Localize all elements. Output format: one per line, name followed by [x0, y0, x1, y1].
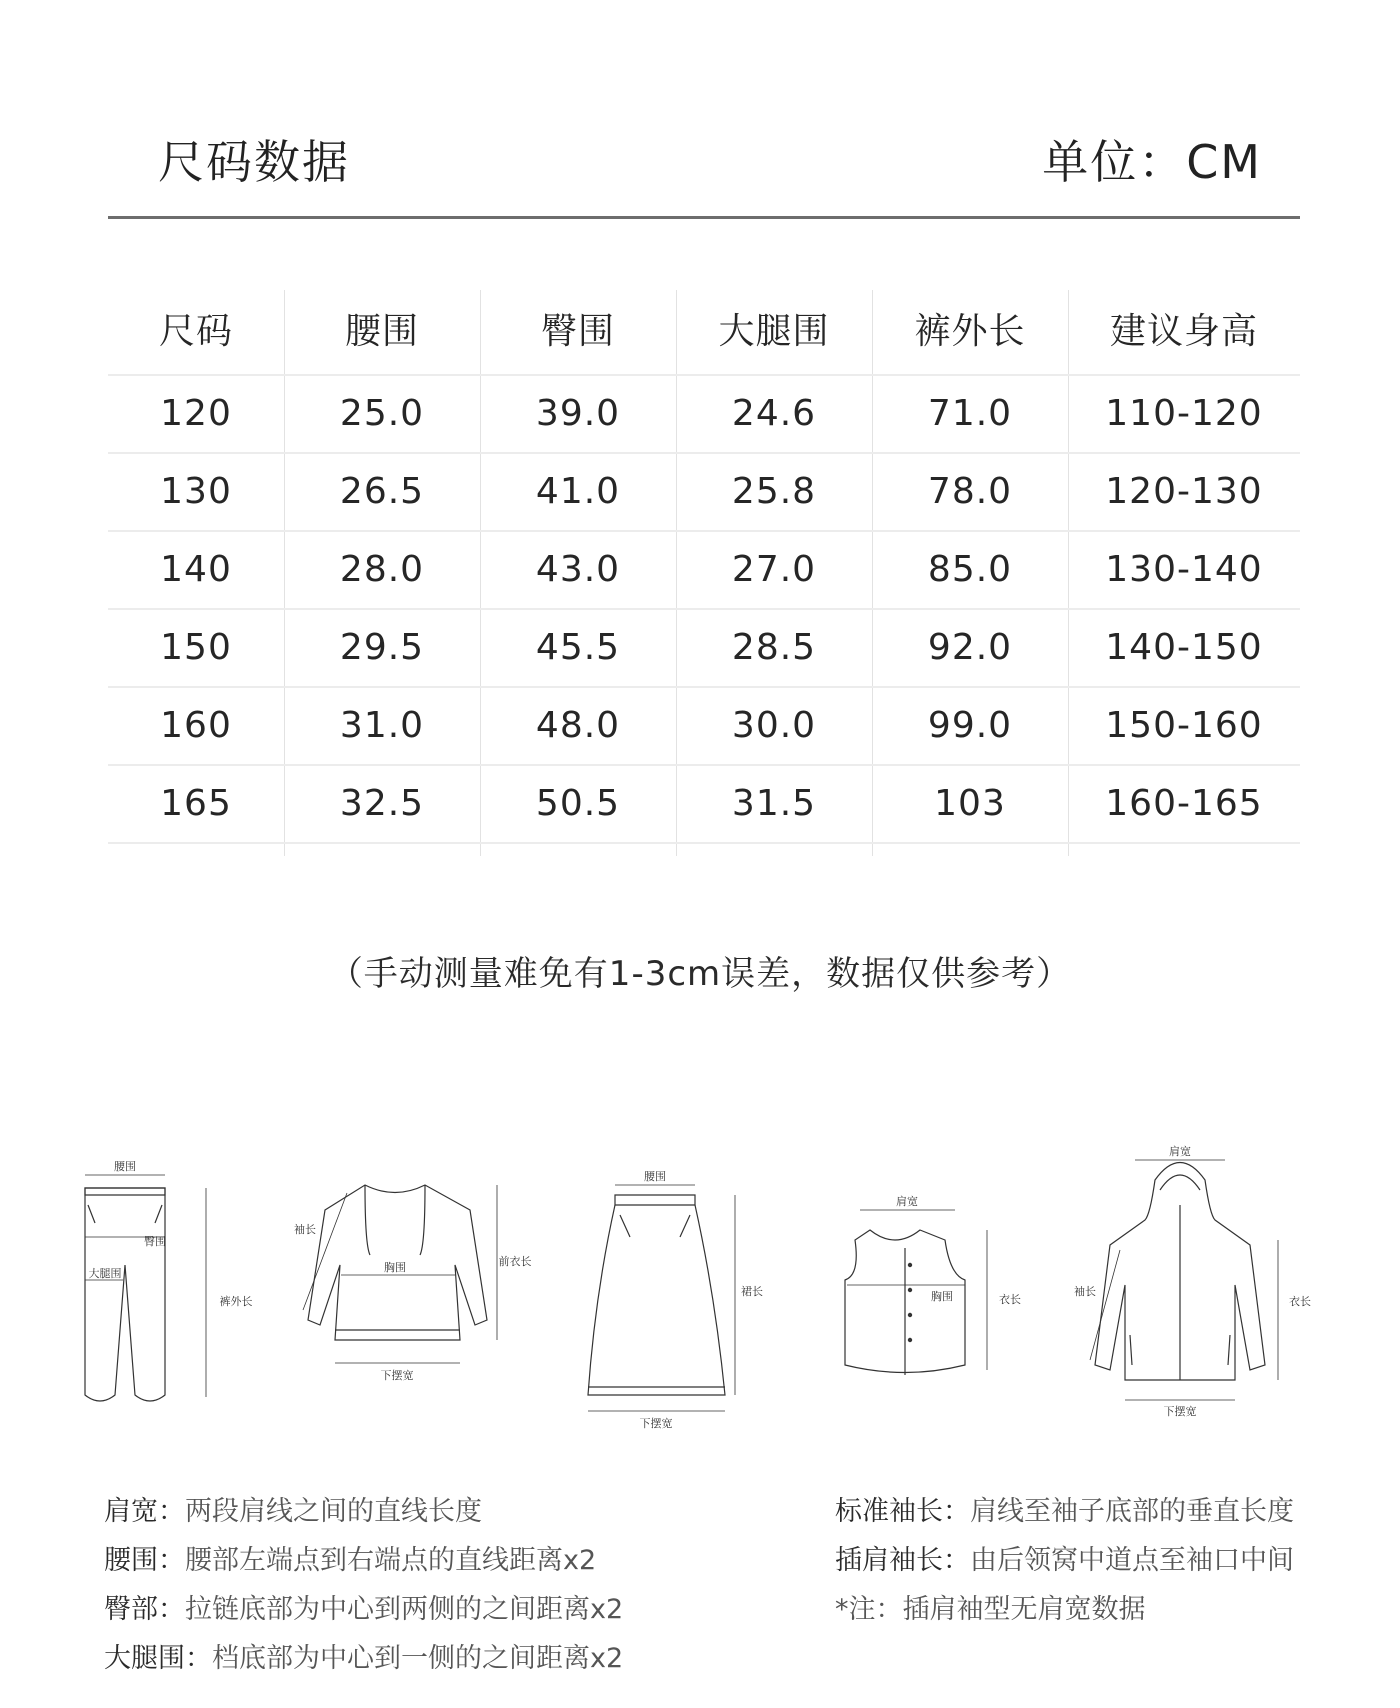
- legend-text: *注：插肩袖型无肩宽数据: [835, 1594, 1146, 1625]
- table-cell-size: 160: [160, 705, 232, 746]
- table-cell-outseam: 71.0: [927, 393, 1013, 434]
- table-cell-hip: 50.5: [535, 783, 621, 824]
- legend-item: [835, 1585, 1294, 1634]
- legend-text: 两段肩线之间的直线长度: [185, 1496, 482, 1527]
- label-outseam: 裤外长: [219, 1295, 253, 1308]
- label-length: 衣长: [1289, 1295, 1311, 1308]
- table-cell-waist: 28.0: [339, 549, 425, 590]
- column-header-waist: 腰围: [344, 311, 419, 352]
- table-cell-outseam: 85.0: [927, 549, 1013, 590]
- sweatshirt-diagram: [275, 1165, 532, 1415]
- row-divider: [108, 842, 1300, 844]
- skirt-diagram: [560, 1145, 763, 1435]
- table-cell-thigh: 31.5: [731, 783, 817, 824]
- table-cell-outseam: 99.0: [927, 705, 1013, 746]
- table-cell-thigh: 25.8: [731, 471, 817, 512]
- label-thigh: 大腿围: [88, 1267, 122, 1280]
- table-cell-thigh: 30.0: [731, 705, 817, 746]
- table-cell-size: 130: [160, 471, 232, 512]
- label-waist: 腰围: [114, 1160, 136, 1173]
- table-cell-waist: 26.5: [339, 471, 425, 512]
- table-cell-height: 150-160: [1105, 705, 1263, 746]
- table-cell-outseam: 103: [934, 783, 1006, 824]
- legend-text: 由后领窝中道点至袖口中间: [970, 1545, 1294, 1576]
- vest-diagram: [815, 1165, 1045, 1415]
- table-cell-waist: 29.5: [339, 627, 425, 668]
- garment-diagrams: [70, 1125, 1320, 1430]
- label-sleeve: 袖长: [294, 1223, 316, 1236]
- legend-right: [835, 1487, 1294, 1634]
- table-cell-waist: 31.0: [339, 705, 425, 746]
- label-hip: 臀围: [144, 1235, 166, 1248]
- table-cell-hip: 45.5: [535, 627, 621, 668]
- legend-text: 档底部为中心到一侧的之间距离x2: [212, 1643, 624, 1674]
- table-cell-thigh: 28.5: [731, 627, 817, 668]
- column-header-hip: 臀围: [540, 311, 615, 352]
- legend-item: [835, 1536, 1294, 1585]
- jacket-diagram: [1060, 1135, 1310, 1435]
- column-header-outseam: 裤外长: [914, 311, 1026, 352]
- legend-key: 插肩袖长：: [835, 1545, 970, 1576]
- legend-item: [104, 1536, 623, 1585]
- label-chest: 胸围: [384, 1261, 406, 1274]
- table-cell-size: 140: [160, 549, 232, 590]
- table-cell-hip: 39.0: [535, 393, 621, 434]
- label-hem: 下摆宽: [380, 1369, 414, 1382]
- legend-text: 拉链底部为中心到两侧的之间距离x2: [185, 1594, 624, 1625]
- label-shoulder: 肩宽: [896, 1195, 918, 1208]
- measurement-note: （手动测量难免有1-3cm误差，数据仅供参考）: [328, 954, 1072, 994]
- table-cell-size: 165: [160, 783, 232, 824]
- page-title: 尺码数据: [158, 135, 350, 189]
- legend-left: [104, 1487, 623, 1683]
- label-front-length: 前衣长: [498, 1255, 532, 1268]
- header-divider: [108, 216, 1300, 219]
- table-cell-outseam: 92.0: [927, 627, 1013, 668]
- table-cell-size: 150: [160, 627, 232, 668]
- table-cell-waist: 32.5: [339, 783, 425, 824]
- legend-item: [104, 1487, 623, 1536]
- legend-key: 大腿围：: [104, 1643, 212, 1674]
- label-chest: 胸围: [931, 1290, 953, 1303]
- label-hem: 下摆宽: [639, 1417, 673, 1430]
- table-cell-size: 120: [160, 393, 232, 434]
- label-waist: 腰围: [644, 1170, 666, 1183]
- label-length: 裙长: [741, 1285, 763, 1298]
- legend-item: [104, 1585, 623, 1634]
- unit-label: 单位：CM: [1042, 135, 1262, 189]
- legend-key: 肩宽：: [104, 1496, 185, 1527]
- label-shoulder: 肩宽: [1169, 1145, 1191, 1158]
- column-header-height: 建议身高: [1109, 311, 1258, 352]
- table-cell-height: 110-120: [1105, 393, 1263, 434]
- legend-item: [835, 1487, 1294, 1536]
- legend-key: 腰围：: [104, 1545, 185, 1576]
- legend-text: 肩线至袖子底部的垂直长度: [970, 1496, 1294, 1527]
- table-cell-height: 140-150: [1105, 627, 1263, 668]
- size-table: [108, 290, 1300, 856]
- table-cell-outseam: 78.0: [927, 471, 1013, 512]
- table-cell-thigh: 27.0: [731, 549, 817, 590]
- table-cell-hip: 48.0: [535, 705, 621, 746]
- table-cell-height: 120-130: [1105, 471, 1263, 512]
- legend-text: 腰部左端点到右端点的直线距离x2: [185, 1545, 597, 1576]
- label-length: 衣长: [999, 1293, 1021, 1306]
- table-cell-thigh: 24.6: [731, 393, 817, 434]
- label-hem: 下摆宽: [1163, 1405, 1197, 1418]
- column-header-thigh: 大腿围: [718, 311, 830, 352]
- pants-diagram: [70, 1145, 270, 1435]
- label-sleeve: 袖长: [1074, 1285, 1096, 1298]
- table-cell-hip: 41.0: [535, 471, 621, 512]
- table-cell-height: 160-165: [1105, 783, 1263, 824]
- legend-key: 标准袖长：: [835, 1496, 970, 1527]
- legend-item: [104, 1634, 623, 1683]
- table-cell-waist: 25.0: [339, 393, 425, 434]
- table-cell-hip: 43.0: [535, 549, 621, 590]
- column-header-size: 尺码: [158, 311, 233, 352]
- legend-key: 臀部：: [104, 1594, 185, 1625]
- table-cell-height: 130-140: [1105, 549, 1263, 590]
